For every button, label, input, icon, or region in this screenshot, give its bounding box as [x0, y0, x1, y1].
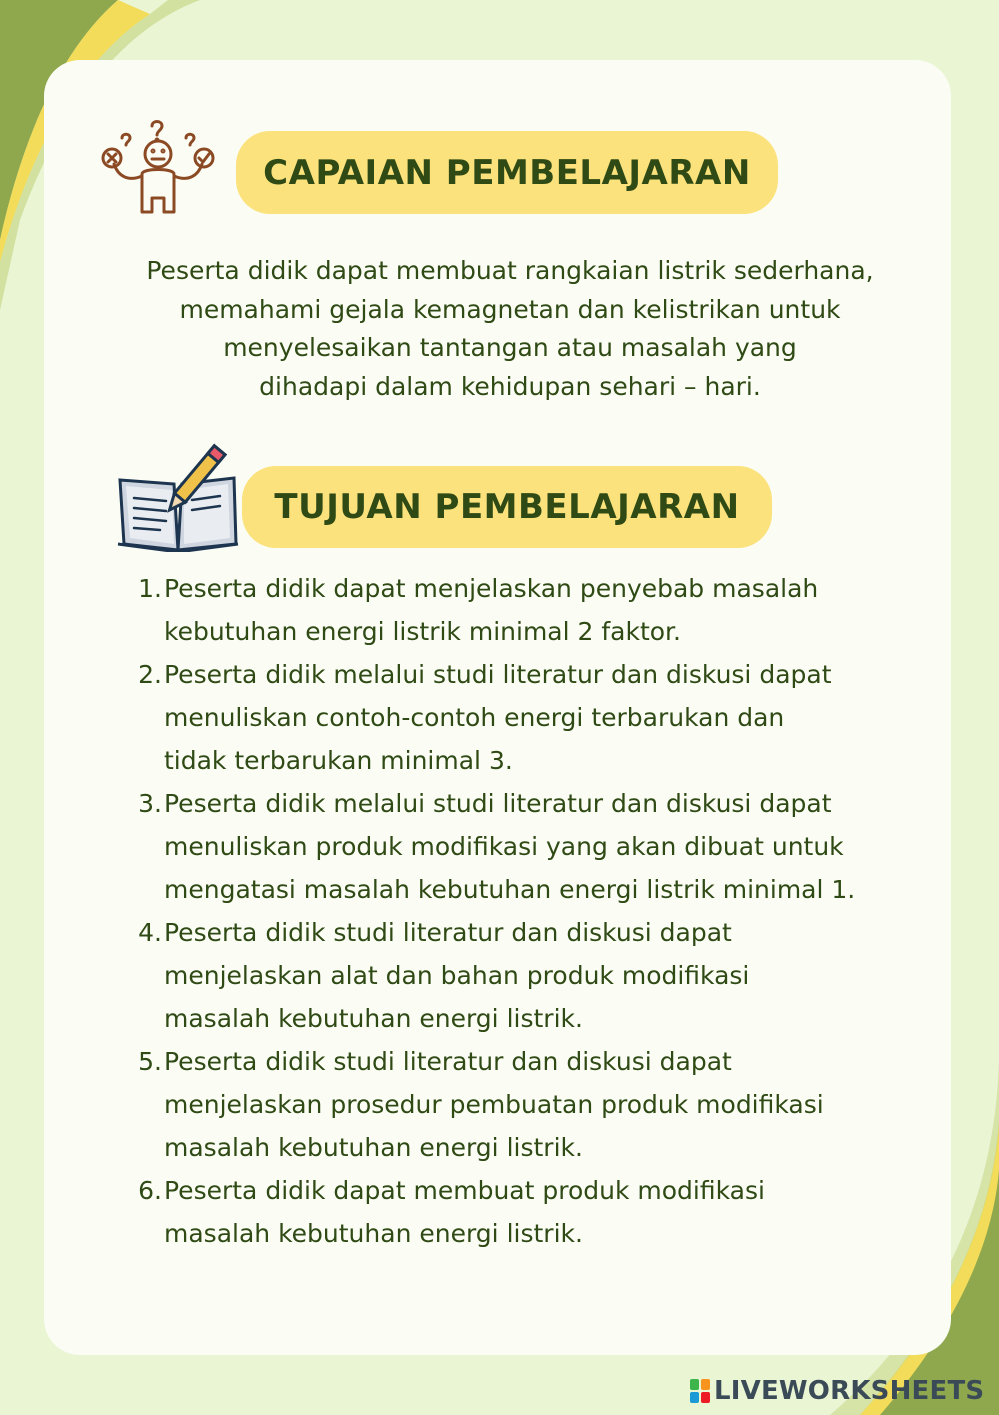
- liveworksheets-logo[interactable]: [690, 1374, 984, 1408]
- list-item-line: masalah kebutuhan energi listrik.: [164, 1004, 583, 1033]
- list-item-line: Peserta didik studi literatur dan diskusi dapat: [164, 1047, 732, 1076]
- list-item-number: 4.: [138, 918, 162, 947]
- list-item: [118, 567, 938, 653]
- capaian-line: memahami gejala kemagnetan dan kelistrikan untuk: [179, 294, 841, 324]
- list-item-number: 1.: [138, 574, 162, 603]
- list-item-line: Peserta didik dapat membuat produk modifikasi: [164, 1176, 765, 1205]
- list-item-line: masalah kebutuhan energi listrik.: [164, 1219, 583, 1248]
- list-item-number: 3.: [138, 789, 162, 818]
- list-item-line: kebutuhan energi listrik minimal 2 faktor.: [164, 617, 681, 646]
- book-pencil-icon: [116, 440, 240, 552]
- list-item-line: mengatasi masalah kebutuhan energi listrik minimal 1.: [164, 875, 856, 904]
- capaian-line: menyelesaikan tantangan atau masalah yang: [223, 333, 797, 362]
- list-item-line: menuliskan contoh-contoh energi terbarukan dan: [164, 703, 785, 732]
- list-item-line: Peserta didik melalui studi literatur dan diskusi dapat: [164, 789, 832, 818]
- list-item: [118, 911, 938, 1040]
- list-item-number: 6.: [138, 1176, 162, 1205]
- list-item-number: 5.: [138, 1047, 162, 1076]
- list-item-line: menuliskan produk modifikasi yang akan dibuat untuk: [164, 832, 844, 861]
- list-item-line: Peserta didik melalui studi literatur dan diskusi dapat: [164, 660, 832, 689]
- list-item: [118, 782, 938, 911]
- list-item-number: 2.: [138, 660, 162, 689]
- capaian-title: CAPAIAN PEMBELAJARAN: [263, 152, 751, 193]
- list-item-line: Peserta didik dapat menjelaskan penyebab masalah: [164, 574, 819, 603]
- list-item-line: masalah kebutuhan energi listrik.: [164, 1133, 583, 1162]
- liveworksheets-logo-text: LIVEWORKSHEETS: [714, 1376, 985, 1406]
- list-item: [118, 1169, 938, 1255]
- list-item-line: menjelaskan alat dan bahan produk modifikasi: [164, 961, 750, 990]
- list-item-line: Peserta didik studi literatur dan diskusi dapat: [164, 918, 732, 947]
- capaian-line: dihadapi dalam kehidupan sehari – hari.: [259, 371, 761, 401]
- list-item-line: menjelaskan prosedur pembuatan produk modifikasi: [164, 1090, 824, 1119]
- tujuan-title: TUJUAN PEMBELAJARAN: [274, 487, 740, 527]
- liveworksheets-logo-icon: [690, 1379, 710, 1403]
- capaian-line: Peserta didik dapat membuat rangkaian listrik sederhana,: [146, 256, 874, 285]
- capaian-title-pill: [236, 131, 778, 214]
- list-item: [118, 1040, 938, 1169]
- confused-person-icon: [98, 116, 220, 216]
- list-item: [118, 653, 938, 782]
- tujuan-list: [118, 567, 938, 1255]
- list-item-line: tidak terbarukan minimal 3.: [164, 746, 513, 775]
- tujuan-title-pill: [242, 466, 772, 548]
- capaian-text: [90, 252, 930, 406]
